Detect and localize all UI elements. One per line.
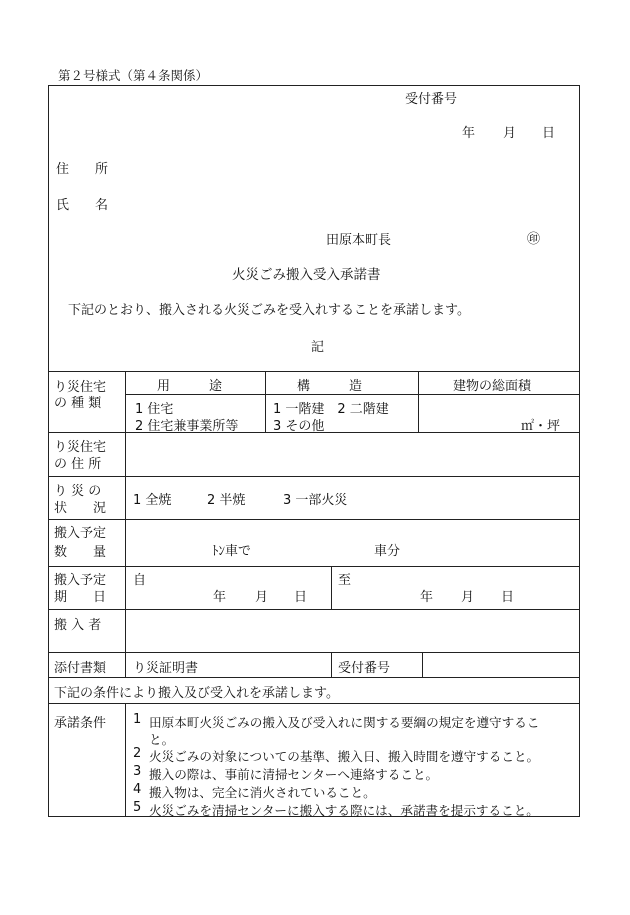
divider xyxy=(48,609,580,610)
divider xyxy=(125,394,580,395)
situation-option: 1 全焼 xyxy=(133,493,172,508)
truck-label: ﾄﾝ車で xyxy=(212,544,252,559)
form-frame xyxy=(48,85,580,817)
divider xyxy=(48,677,580,678)
period-from: 自 xyxy=(133,573,147,588)
house-address-label: り災住宅 xyxy=(54,440,107,455)
period-to-year: 年 xyxy=(420,590,434,605)
condition-text-cont: と。 xyxy=(149,732,175,747)
condition-number: 1 xyxy=(133,712,142,727)
divider xyxy=(48,476,580,477)
condition-text: 火災ごみを清掃センターに搬入する際には、承諾書を提示すること。 xyxy=(149,803,539,818)
condition-number: 3 xyxy=(133,764,142,779)
document-title: 火災ごみ搬入受入承諾書 xyxy=(232,267,381,283)
condition-text: 搬入物は、完全に消火されていること。 xyxy=(149,785,376,800)
condition-number: 2 xyxy=(133,746,142,761)
column-area: 建物の総面積 xyxy=(453,379,532,394)
approval-note: 下記の条件により搬入及び受入れを承諾します。 xyxy=(54,686,339,701)
house-address-label: の 住 所 xyxy=(54,457,102,472)
carrier-label: 搬 入 者 xyxy=(54,618,102,633)
column-use: 用 途 xyxy=(157,379,223,394)
quantity-label: 数 量 xyxy=(54,545,107,560)
condition-text: 搬入の際は、事前に清掃センターへ連絡すること。 xyxy=(149,767,439,782)
period-from-year: 年 xyxy=(213,590,227,605)
house-type-label: の 種 類 xyxy=(54,396,102,411)
mayor-title: 田原本町長 xyxy=(326,233,392,248)
divider xyxy=(125,703,126,817)
date-month: 月 xyxy=(503,126,517,141)
divider xyxy=(48,652,580,653)
area-unit: ㎡・坪 xyxy=(521,419,561,434)
period-label: 期 日 xyxy=(54,590,107,605)
period-from-day: 日 xyxy=(294,590,308,605)
approval-statement: 下記のとおり、搬入される火災ごみを受入れすることを承諾します。 xyxy=(68,303,470,318)
ki-heading: 記 xyxy=(311,340,325,355)
situation-label: 状 況 xyxy=(54,501,107,516)
form-number-label: 第２号様式（第４条関係） xyxy=(58,68,209,83)
divider xyxy=(125,371,126,677)
attachment-doc: り災証明書 xyxy=(133,661,199,676)
period-to: 至 xyxy=(338,573,352,588)
use-option: 2 住宅兼事業所等 xyxy=(135,419,239,434)
address-label: 住 所 xyxy=(56,162,109,177)
condition-text: 田原本町火災ごみの搬入及び受入れに関する要綱の規定を遵守するこ xyxy=(149,715,540,730)
seal-mark: ㊞ xyxy=(527,232,541,247)
situation-option: 2 半焼 xyxy=(207,493,246,508)
use-option: 1 住宅 xyxy=(135,402,174,417)
quantity-label: 搬入予定 xyxy=(54,526,107,541)
count-label: 車分 xyxy=(374,544,401,559)
situation-label: り 災 の xyxy=(54,484,102,499)
structure-option: 1 一階建 2 二階建 xyxy=(273,402,389,417)
divider xyxy=(331,652,332,677)
divider xyxy=(331,566,332,609)
divider xyxy=(48,703,580,704)
divider xyxy=(48,371,580,372)
divider xyxy=(265,371,266,432)
date-year: 年 xyxy=(462,126,476,141)
condition-number: 5 xyxy=(133,800,142,815)
period-to-month: 月 xyxy=(461,590,475,605)
name-label: 氏 名 xyxy=(56,198,109,213)
house-type-label: り災住宅 xyxy=(54,380,107,395)
divider xyxy=(422,652,423,677)
conditions-label: 承諾条件 xyxy=(54,716,107,731)
divider xyxy=(48,566,580,567)
date-day: 日 xyxy=(542,126,556,141)
period-to-day: 日 xyxy=(501,590,515,605)
receipt-number-label: 受付番号 xyxy=(405,92,458,107)
divider xyxy=(48,519,580,520)
attachment-receipt-label: 受付番号 xyxy=(338,661,391,676)
situation-option: 3 一部火災 xyxy=(283,493,348,508)
divider xyxy=(418,371,419,432)
condition-number: 4 xyxy=(133,782,142,797)
structure-option: 3 その他 xyxy=(273,419,325,434)
period-from-month: 月 xyxy=(255,590,269,605)
condition-text: 火災ごみの対象についての基準、搬入日、搬入時間を遵守すること。 xyxy=(149,749,540,764)
attachment-label: 添付書類 xyxy=(54,661,107,676)
period-label: 搬入予定 xyxy=(54,573,107,588)
column-structure: 構 造 xyxy=(297,379,363,394)
